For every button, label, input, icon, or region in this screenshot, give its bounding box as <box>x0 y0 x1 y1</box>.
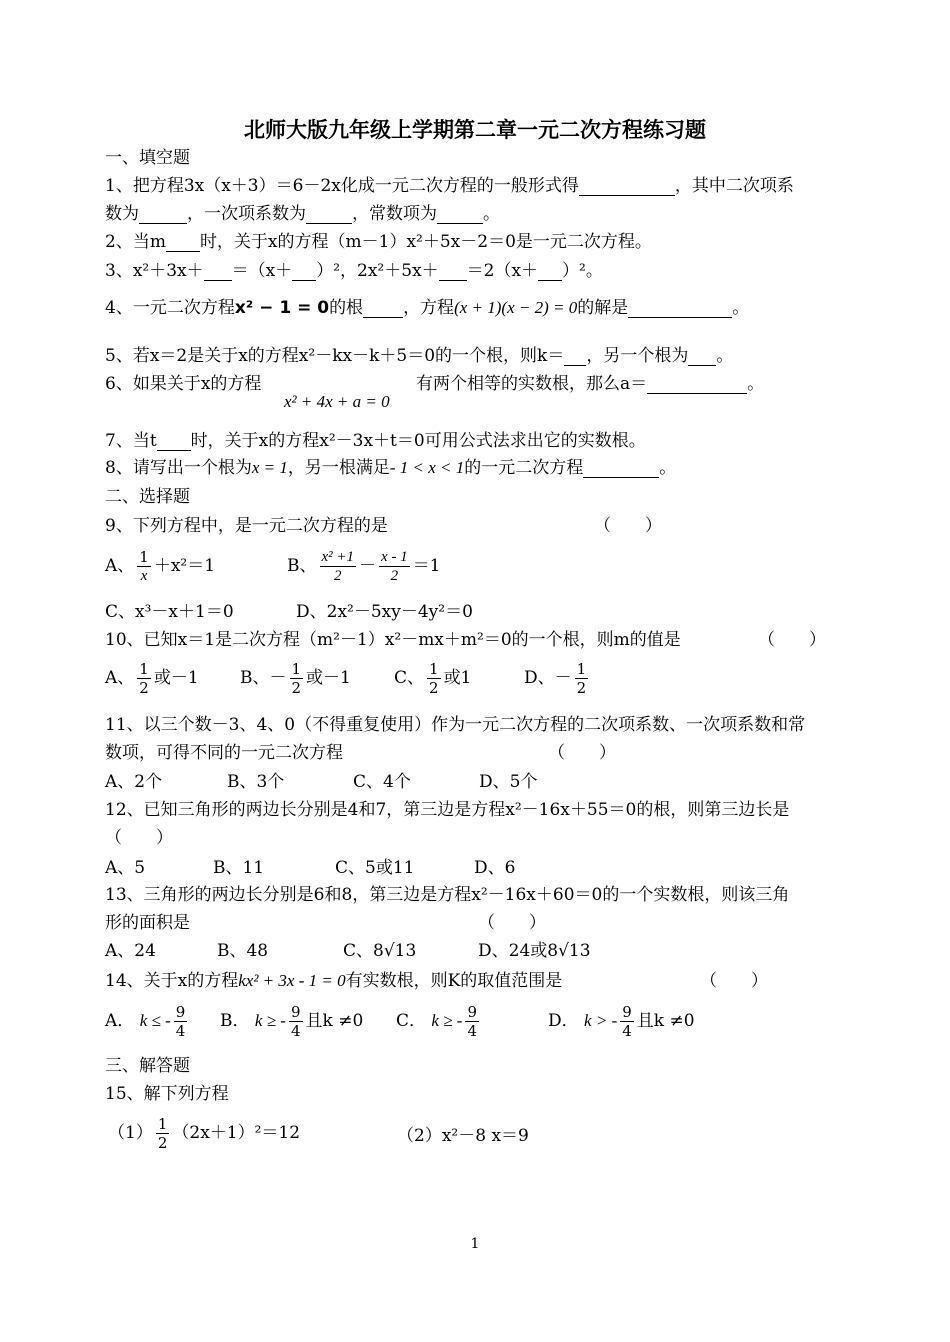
question-4 <box>105 298 749 318</box>
option-label: A、 <box>105 668 135 688</box>
part-label: （1） <box>108 1123 153 1143</box>
answer-blank <box>688 349 716 366</box>
numerator: 9 <box>622 1003 632 1021</box>
question-6-cont <box>416 374 764 394</box>
q2-text: 时，关于x的方程（m－1）x²＋5x－2＝0是一元二次方程。 <box>199 232 652 252</box>
answer-blank <box>166 235 200 252</box>
denominator: 2 <box>576 679 587 697</box>
option-text: 或1 <box>443 668 472 688</box>
q14-text: 14、关于x的方程 <box>105 971 239 991</box>
question-6 <box>105 374 261 394</box>
answer-blank <box>306 207 352 224</box>
document-title: 北师大版九年级上学期第二章一元二次方程练习题 <box>244 118 706 142</box>
denominator: x <box>140 568 148 584</box>
q6-equation: x² + 4x + a = 0 <box>284 392 390 411</box>
q10-option-b <box>240 660 351 697</box>
numerator: 1 <box>429 660 439 678</box>
question-13-line-1: 13、三角形的两边长分别是6和8，第三边是方程x²－16x＋60＝0的一个实数根，则该三角 <box>105 885 790 905</box>
q4-equation-2: (x + 1)(x − 2) = 0 <box>454 298 578 317</box>
q3-text: 3、x²＋3x＋ <box>105 261 204 281</box>
answer-blank <box>579 179 675 196</box>
q14-text: 有实数根，则K的取值范围是 <box>345 971 563 991</box>
q9-option-c: C、x³－x＋1＝0 <box>105 602 234 622</box>
q3-text: ＝2（x＋ <box>466 261 539 281</box>
q13-option-d: D、24或8√13 <box>478 941 591 961</box>
answer-blank <box>204 264 232 281</box>
section-multiple-choice: 二、选择题 <box>105 487 190 507</box>
option-label: B、－ <box>240 668 287 688</box>
q8-equation-1: x = 1 <box>251 458 288 477</box>
question-7 <box>105 431 646 451</box>
q10-option-c <box>394 660 471 697</box>
equation-text: （2x＋1）²＝12 <box>172 1123 301 1143</box>
q14-option-b <box>220 1003 363 1040</box>
answer-parentheses: （ ） <box>548 743 616 763</box>
fraction <box>289 1003 303 1040</box>
q4-text: 。 <box>732 298 750 318</box>
q13-option-a: A、24 <box>105 941 156 961</box>
denominator: 2 <box>157 1134 168 1152</box>
q14-equation: kx² + 3x - 1 = 0 <box>238 971 346 990</box>
question-3 <box>105 261 603 281</box>
option-label: D． <box>548 1011 579 1031</box>
answer-blank <box>292 264 316 281</box>
q7-text: 时，关于x的方程x²－3x＋t＝0可用公式法求出它的实数根。 <box>190 431 646 451</box>
answer-blank <box>157 434 191 451</box>
q2-text: 2、当m <box>105 232 166 252</box>
q1-text: 1、把方程3x（x＋3）＝6－2x化成一元二次方程的一般形式得 <box>105 176 579 196</box>
fraction <box>137 660 151 697</box>
q3-text: ）²。 <box>562 261 603 281</box>
q10-options <box>105 660 199 697</box>
denominator: 2 <box>429 679 439 697</box>
q8-equation-2: - 1 < x < 1 <box>389 458 465 477</box>
q11-option-b: B、3个 <box>227 772 285 792</box>
q4-text: ，方程 <box>403 298 455 318</box>
q14-option-c <box>396 1003 482 1040</box>
answer-blank <box>139 207 187 224</box>
answer-blank <box>647 377 747 394</box>
q14-option-a <box>105 1003 190 1040</box>
question-1-line-1 <box>105 176 794 196</box>
denominator: 2 <box>334 568 342 584</box>
numerator: x² +1 <box>321 549 355 565</box>
option-text: k ≤ - <box>139 1011 171 1030</box>
q8-text: 。 <box>659 458 677 478</box>
fraction <box>290 660 304 697</box>
q13-option-c: C、8√13 <box>343 941 417 961</box>
denominator: 4 <box>290 1022 301 1040</box>
numerator: 9 <box>175 1003 186 1021</box>
fraction <box>174 1003 188 1040</box>
q1-text-end: ，其中二次项系 <box>674 176 794 196</box>
q5-text: 5、若x＝2是关于x的方程x²－kx－k＋5＝0的一个根，则k＝ <box>105 346 565 366</box>
answer-parentheses: （ ） <box>478 913 546 933</box>
numerator: x - 1 <box>381 549 408 565</box>
answer-parentheses: （ ） <box>700 971 768 991</box>
q8-text: 的一元二次方程 <box>464 458 584 478</box>
option-label: B． <box>220 1011 250 1031</box>
question-11-line-1: 11、以三个数－3、4、0（不得重复使用）作为一元二次方程的二次项系数、一次项系数和常 <box>105 715 806 735</box>
q4-text: 的根 <box>329 298 364 318</box>
option-text: － <box>359 556 377 576</box>
option-text: ＝1 <box>412 556 441 576</box>
question-9-stem: 9、下列方程中，是一元二次方程的是 <box>105 516 388 536</box>
answer-blank <box>583 461 659 478</box>
q1-text: ，一次项系数为 <box>187 204 306 224</box>
q12-option-a: A、5 <box>105 858 146 878</box>
question-2 <box>105 232 652 252</box>
denominator: 4 <box>175 1022 186 1040</box>
q11-option-d: D、5个 <box>479 772 538 792</box>
q1-text: 。 <box>483 204 500 224</box>
q4-text: 的解是 <box>577 298 629 318</box>
option-text: 且k ≠0 <box>636 1011 695 1031</box>
question-12-line-1: 12、已知三角形的两边长分别是4和7，第三边是方程x²－16x＋55＝0的根，则第三边长是 <box>105 800 790 820</box>
option-label: D、－ <box>524 668 572 688</box>
q1-text: 数为 <box>105 204 139 224</box>
q9-option-d: D、2x²－5xy－4y²＝0 <box>296 602 473 622</box>
answer-parentheses: （ ） <box>105 828 173 848</box>
option-text: ＋x²＝1 <box>153 556 216 576</box>
question-14 <box>105 971 562 991</box>
numerator: 9 <box>467 1003 478 1021</box>
q11-option-c: C、4个 <box>353 772 411 792</box>
answer-blank <box>439 264 467 281</box>
denominator: 2 <box>390 568 399 584</box>
q8-text: ，另一根满足 <box>287 458 390 478</box>
fraction <box>320 548 357 585</box>
q4-equation-1: x² − 1 = 0 <box>234 298 330 318</box>
question-1-line-2 <box>105 204 500 224</box>
q15-part-2: （2）x²－8 x＝9 <box>397 1126 529 1146</box>
question-10-stem: 10、已知x＝1是二次方程（m²－1）x²－mx＋m²＝0的一个根，则m的值是 <box>105 630 681 650</box>
numerator: 1 <box>576 660 587 678</box>
numerator: 1 <box>157 1115 168 1133</box>
option-text: 或－1 <box>306 668 351 688</box>
option-text: k ≥ - <box>431 1011 463 1030</box>
page-number: 1 <box>470 1236 480 1252</box>
option-text: 或－1 <box>153 668 199 688</box>
question-13-line-2: 形的面积是 <box>105 913 190 933</box>
fraction <box>379 548 410 585</box>
q3-text: ＝（x＋ <box>231 261 293 281</box>
numerator: 1 <box>139 660 149 678</box>
q7-text: 7、当t <box>105 431 157 451</box>
question-15-stem: 15、解下列方程 <box>105 1084 229 1104</box>
fraction <box>137 548 151 585</box>
question-8 <box>105 458 676 478</box>
q6-text: 。 <box>747 374 765 394</box>
numerator: 1 <box>291 660 302 678</box>
denominator: 2 <box>291 679 302 697</box>
numerator: 1 <box>139 548 149 566</box>
question-11-line-2: 数项，可得不同的一元二次方程 <box>105 743 343 763</box>
q13-option-b: B、48 <box>217 941 269 961</box>
q6-text: 6、如果关于x的方程 <box>105 374 262 394</box>
q12-option-b: B、11 <box>213 858 265 878</box>
fraction <box>427 660 441 697</box>
q12-option-d: D、6 <box>474 858 516 878</box>
numerator: 9 <box>290 1003 301 1021</box>
q15-part-1 <box>108 1115 300 1152</box>
answer-blank <box>538 264 562 281</box>
question-5 <box>105 346 733 366</box>
option-label: B、 <box>287 556 317 576</box>
denominator: 2 <box>139 679 149 697</box>
q1-text: ，常数项为 <box>352 204 437 224</box>
option-text: 且k ≠0 <box>305 1011 364 1031</box>
section-solve: 三、解答题 <box>105 1056 190 1076</box>
answer-blank <box>564 349 586 366</box>
q14-option-d <box>548 1003 695 1040</box>
answer-blank <box>363 301 403 318</box>
fraction <box>575 660 589 697</box>
q9-option-b <box>287 548 441 585</box>
q11-option-a: A、2个 <box>105 772 163 792</box>
answer-blank <box>437 207 483 224</box>
answer-blank <box>628 301 732 318</box>
q12-option-c: C、5或11 <box>335 858 415 878</box>
option-label: C． <box>396 1011 427 1031</box>
q6-text: 有两个相等的实数根，那么a＝ <box>416 374 648 394</box>
fraction <box>620 1003 634 1040</box>
option-label: A． <box>105 1011 135 1031</box>
option-label: C、 <box>394 668 425 688</box>
q9-option-a <box>105 548 215 585</box>
denominator: 4 <box>622 1022 632 1040</box>
fraction <box>465 1003 479 1040</box>
q3-text: ）²，2x²＋5x＋ <box>316 261 439 281</box>
answer-parentheses: （ ） <box>594 516 662 536</box>
q8-text: 8、请写出一个根为 <box>105 458 252 478</box>
q4-text: 4、一元二次方程 <box>105 298 235 318</box>
fraction <box>156 1115 170 1152</box>
q5-text: 。 <box>716 346 734 366</box>
denominator: 4 <box>467 1022 478 1040</box>
answer-parentheses: （ ） <box>758 630 826 650</box>
q10-option-d <box>524 660 591 697</box>
section-fill-in: 一、填空题 <box>105 148 190 168</box>
option-label: A、 <box>105 556 135 576</box>
q5-text: ，另一个根为 <box>586 346 689 366</box>
option-text: k > - <box>584 1011 618 1030</box>
option-text: k ≥ - <box>254 1011 286 1030</box>
